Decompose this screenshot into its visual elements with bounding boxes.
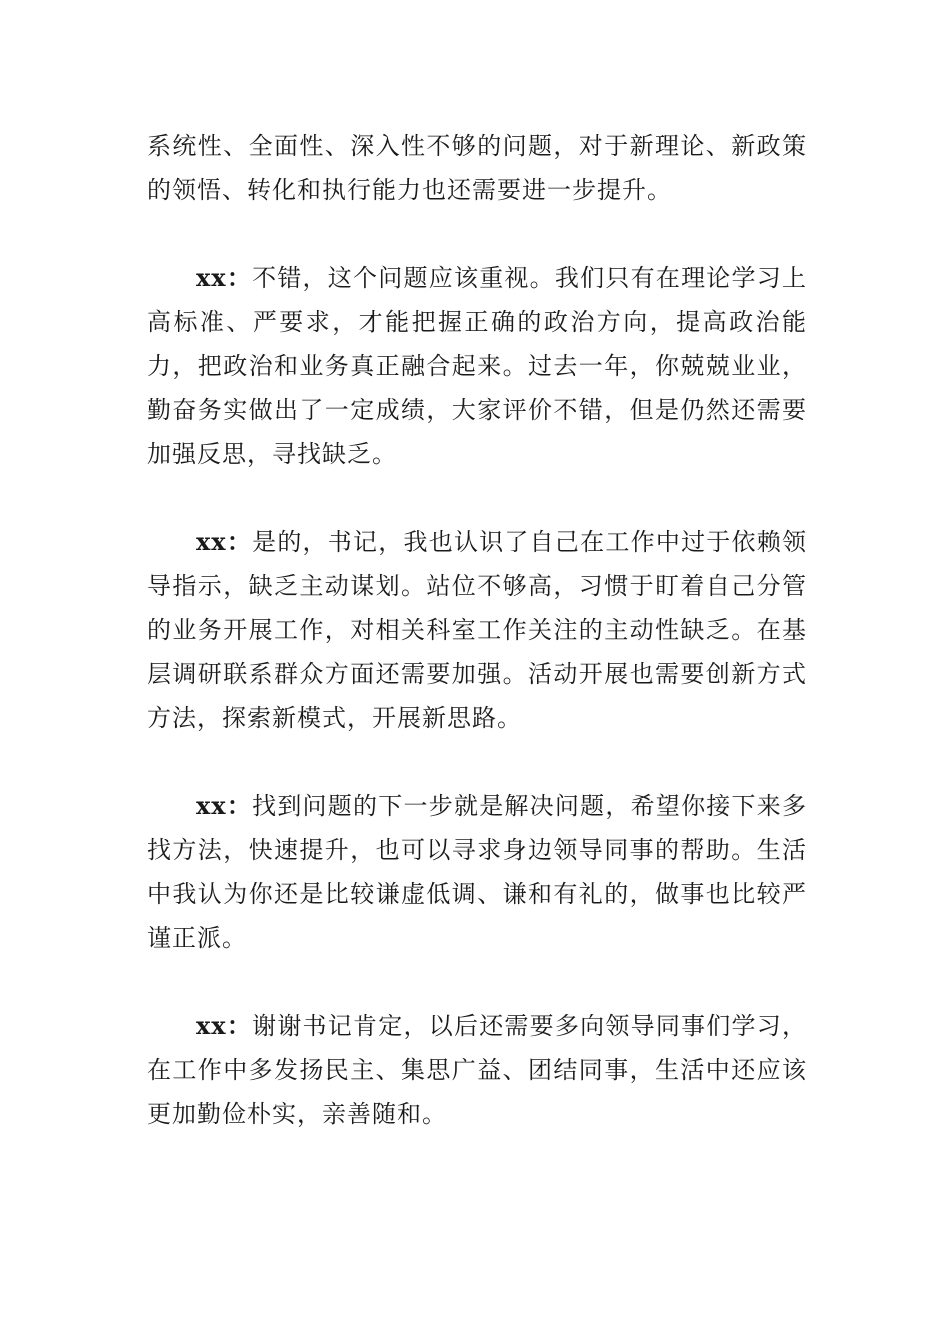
dialog-paragraph-1 [147, 256, 807, 476]
speaker-label: xx： [196, 263, 253, 292]
dialog-text: 是的，书记，我也认识了自己在工作中过于依赖领导指示，缺乏主动谋划。站位不够高，习惯于盯着自己分管的业务开展工作，对相关科室工作关注的主动性缺乏。在基层调研联系群众方面还需要加强。活动开展也需要创新方式方法，探索新模式，开展新思路。 [147, 528, 807, 732]
opening-paragraph: 系统性、全面性、深入性不够的问题，对于新理论、新政策的领悟、转化和执行能力也还需要进一步提升。 [147, 132, 807, 204]
dialog-text: 不错，这个问题应该重视。我们只有在理论学习上高标准、严要求，才能把握正确的政治方向，提高政治能力，把政治和业务真正融合起来。过去一年，你兢兢业业，勤奋务实做出了一定成绩，大家评价不错，但是仍然还需要加强反思，寻找缺乏。 [147, 264, 807, 468]
dialog-paragraph-4 [147, 1004, 807, 1136]
dialog-paragraph-3 [147, 784, 807, 960]
dialog-text: 找到问题的下一步就是解决问题，希望你接下来多找方法，快速提升，也可以寻求身边领导同事的帮助。生活中我认为你还是比较谦虚低调、谦和有礼的，做事也比较严谨正派。 [147, 792, 807, 952]
document-body [147, 124, 807, 1180]
speaker-label: xx： [196, 791, 253, 820]
dialog-text: 谢谢书记肯定，以后还需要多向领导同事们学习，在工作中多发扬民主、集思广益、团结同事，生活中还应该更加勤俭朴实，亲善随和。 [147, 1012, 807, 1128]
speaker-label: xx： [196, 1011, 253, 1040]
speaker-label: xx： [196, 527, 253, 556]
dialog-paragraph-2 [147, 520, 807, 740]
